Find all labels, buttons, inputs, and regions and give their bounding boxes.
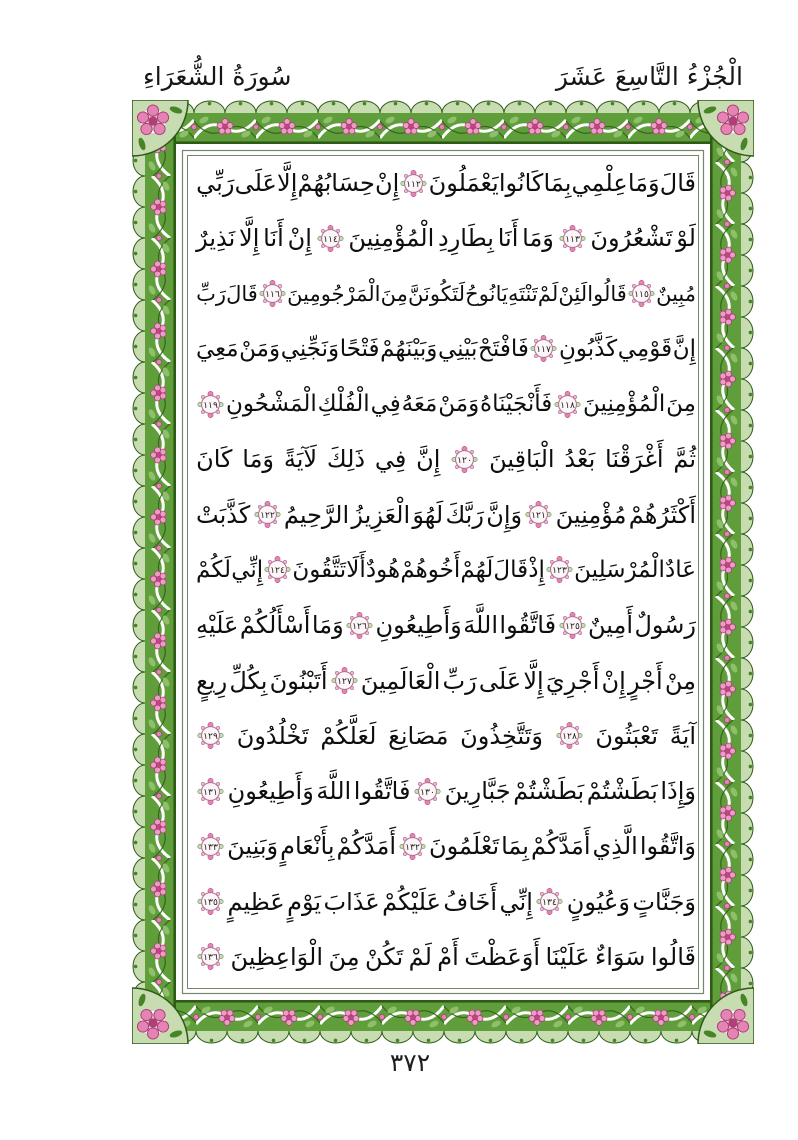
ayah-word: أَنَا bbox=[263, 224, 284, 253]
ayah-word: تَعْلَمُونَ bbox=[429, 832, 500, 861]
ayah-word: تَتَّقُونَ bbox=[292, 556, 347, 583]
ayah-word: الرَّحِيمُ bbox=[283, 500, 350, 529]
ayah-word: بِأَنْعَامٍ bbox=[280, 832, 335, 861]
ayah-word: كَانَ bbox=[196, 445, 233, 474]
ayah-word: أَسْأَلُكُمْ bbox=[239, 611, 311, 640]
verse-number: ١٣٦ bbox=[203, 953, 218, 964]
ayah-word: أَتَبْنُونَ bbox=[269, 666, 328, 695]
verse-medallion bbox=[451, 446, 478, 473]
ayah-word: فَاتَّقُوا bbox=[353, 777, 411, 806]
ayah-word: مَعِيَ bbox=[196, 335, 239, 362]
ayah-word: حِسَابُهُمْ bbox=[297, 169, 375, 197]
ayah-word: مِنَ bbox=[380, 281, 408, 306]
ayah-word: أَمِينٌ bbox=[587, 611, 634, 640]
ayah-word: الْبَاقِينَ bbox=[489, 445, 555, 474]
ayah-word: عَلَيْهِ bbox=[196, 611, 239, 640]
ayah-word: عَلَى bbox=[234, 169, 277, 197]
verse-medallion bbox=[331, 667, 358, 694]
ayah-word: فَافْتَحْ bbox=[478, 335, 529, 362]
ayah-word: وَمَا bbox=[522, 224, 554, 253]
ayah-word: مَعَهُ bbox=[401, 391, 438, 418]
ayah-word: لَهُوَ bbox=[412, 500, 444, 529]
ayah-word: بَعْدُ bbox=[564, 445, 596, 474]
ayah-word: الْمُرْسَلِينَ bbox=[574, 556, 665, 583]
ayah-word: وَمَنْ bbox=[438, 391, 480, 418]
ayah-word: فِي bbox=[370, 391, 401, 418]
quran-line-6 bbox=[196, 432, 696, 486]
ayah-word: أَمَدَّكُمْ bbox=[336, 832, 397, 861]
verse-number: ١٢٢ bbox=[259, 511, 275, 522]
verse-medallion bbox=[317, 225, 344, 252]
quran-line-8 bbox=[196, 543, 696, 597]
verse-medallion bbox=[554, 391, 581, 418]
quran-line-10 bbox=[196, 654, 696, 708]
verse-number: ١٢٨ bbox=[561, 732, 577, 743]
ayah-word: وَمَنْ bbox=[239, 335, 281, 362]
verse-number: ١٣١ bbox=[203, 787, 218, 798]
ayah-word: عَذَابَ bbox=[323, 887, 380, 916]
verse-medallion bbox=[259, 280, 286, 307]
verse-medallion bbox=[197, 778, 224, 805]
ayah-word: كَذَّبُونِ bbox=[558, 335, 618, 362]
ayah-word: الْوَاعِظِينَ bbox=[230, 942, 324, 971]
ayah-word: كَانُوا bbox=[498, 169, 544, 197]
ayah-word: بَيْنِي bbox=[438, 335, 478, 362]
ayah-word: تَخْلُدُونَ bbox=[236, 721, 309, 750]
verse-number: ١٣٤ bbox=[542, 898, 558, 909]
ayah-word: رَبِّ bbox=[442, 666, 477, 695]
ayah-word: وَأَطِيعُونِ bbox=[375, 611, 462, 640]
ayah-word: أَجْرٍ bbox=[627, 666, 663, 695]
ayah-word: مُبِينٌ bbox=[656, 281, 696, 306]
verse-medallion bbox=[536, 888, 563, 915]
ayah-word: نُوحُ bbox=[465, 281, 496, 306]
ayah-word: الْعَالَمِينَ bbox=[360, 666, 441, 695]
ayah-word: الَّذِي bbox=[592, 832, 638, 861]
ayah-word: سَوَاءٌ bbox=[594, 942, 646, 971]
verse-number: ١٢٧ bbox=[336, 676, 352, 687]
ayah-word: فَتْحًا bbox=[339, 335, 380, 362]
ayah-word: لَكُمْ bbox=[196, 556, 232, 583]
ayah-word: الْفُلْكِ bbox=[317, 391, 370, 418]
verse-medallion bbox=[525, 501, 552, 528]
ayah-word: إِنْ bbox=[601, 666, 626, 695]
verse-number: ١١٥ bbox=[634, 289, 649, 300]
ayah-word: الْعَزِيزُ bbox=[351, 500, 411, 529]
verse-number: ١٢٥ bbox=[564, 621, 580, 632]
quran-line-12 bbox=[196, 764, 696, 818]
ayah-word: يَوْمٍ bbox=[287, 887, 322, 916]
verse-number: ١٢٠ bbox=[457, 455, 473, 466]
ayah-word: رَبِّي bbox=[196, 169, 235, 197]
ayah-word: إِلَّا bbox=[523, 666, 544, 695]
ayah-word: ثُمَّ bbox=[673, 445, 696, 474]
ayah-word: وَنَجِّنِي bbox=[280, 335, 340, 362]
ayah-word: وَمَا bbox=[627, 169, 660, 197]
verse-number: ١١٢ bbox=[406, 179, 422, 190]
verse-medallion bbox=[559, 225, 586, 252]
ayah-word: إِلَّا bbox=[277, 169, 298, 197]
ayah-word: إِذْ bbox=[528, 556, 545, 583]
verse-medallion bbox=[400, 170, 427, 197]
ayah-word: كَذَّبَتْ bbox=[196, 500, 251, 529]
ayah-word: الْمُؤْمِنِينَ bbox=[583, 391, 666, 418]
verse-medallion bbox=[197, 722, 224, 749]
ayah-word: وَبَنِينَ bbox=[227, 832, 279, 861]
verse-medallion bbox=[530, 335, 557, 362]
page-number: ٣٧٢ bbox=[389, 1048, 431, 1077]
ayah-word: بِمَا bbox=[543, 169, 572, 197]
ayah-word: لَئِنْ bbox=[558, 281, 588, 306]
ayah-word: تَعْبَثُونَ bbox=[595, 721, 659, 750]
verse-medallion bbox=[197, 391, 224, 418]
quran-line-14 bbox=[196, 875, 696, 929]
verse-number: ١١٣ bbox=[564, 234, 580, 245]
verse-medallion bbox=[346, 612, 373, 639]
ayah-word: بِطَارِدِ bbox=[438, 224, 494, 253]
quran-line-7 bbox=[196, 488, 696, 542]
ayah-word: نَذِيرٌ bbox=[196, 224, 236, 253]
ayah-word: أَكْثَرُهُمْ bbox=[628, 500, 696, 529]
ayah-word: عَلَى bbox=[478, 666, 522, 695]
quran-line-9 bbox=[196, 598, 696, 652]
verse-number: ١٢٦ bbox=[352, 621, 367, 632]
ayah-word: إِنِّي bbox=[499, 887, 533, 916]
ayah-word: أَمْ bbox=[437, 942, 459, 971]
ayah-word: لَهُمْ bbox=[460, 556, 494, 583]
verse-medallion bbox=[264, 556, 291, 583]
verse-number: ١١٤ bbox=[322, 234, 338, 245]
verse-number: ١١٨ bbox=[560, 400, 575, 411]
ayah-word: إِنَّ bbox=[672, 335, 696, 362]
ayah-word: رَبَّكَ bbox=[445, 500, 484, 529]
ayah-word: إِنْ bbox=[287, 224, 312, 253]
verse-number: ١٣٥ bbox=[203, 898, 218, 909]
ayah-word: فِي bbox=[374, 445, 407, 474]
verse-number: ١٢٣ bbox=[552, 566, 567, 577]
ayah-word: إِلَّا bbox=[239, 224, 260, 253]
ayah-word: مُؤْمِنِينَ bbox=[555, 500, 627, 529]
ayah-word: لَمْ bbox=[408, 942, 432, 971]
ayah-word: وَجَنَّاتٍ bbox=[632, 887, 696, 916]
ayah-word: لَتَكُونَنَّ bbox=[408, 281, 466, 306]
ayah-word: أَمَدَّكُمْ bbox=[530, 832, 591, 861]
ayah-word: وَبَيْنَهُمْ bbox=[380, 335, 438, 362]
ayah-word: رَبِّ bbox=[196, 281, 226, 306]
ayah-word: الْمُؤْمِنِينَ bbox=[348, 224, 435, 253]
ayah-word: لَعَلَّكُمْ bbox=[320, 721, 377, 750]
ayah-word: قَالُوا bbox=[587, 281, 627, 306]
juz-title: الْجُزْءُ التَّاسِعَ عَشَرَ bbox=[555, 61, 743, 91]
ayah-word: أَخَافُ bbox=[443, 887, 498, 916]
verse-number: ١٣٢ bbox=[405, 842, 420, 853]
ayah-word: وَتَتَّخِذُونَ bbox=[460, 721, 543, 750]
ayah-word: عَلَيْكُمْ bbox=[382, 887, 441, 916]
ayah-word: قَالَ bbox=[659, 169, 696, 197]
ayah-word: قَوْمِي bbox=[617, 335, 673, 362]
ayah-word: وَإِنَّ bbox=[486, 500, 523, 529]
ayah-word: هُودٌ bbox=[365, 556, 401, 583]
quran-line-4 bbox=[196, 322, 696, 376]
verse-medallion bbox=[628, 280, 655, 307]
ayah-word: بِكُلِّ bbox=[229, 666, 268, 695]
ayah-word: تَكُنْ bbox=[364, 942, 404, 971]
verse-number: ١١٩ bbox=[203, 400, 218, 411]
ayah-word: ذَلِكَ bbox=[326, 445, 366, 474]
ayah-word: تَنْتَهِ bbox=[507, 281, 538, 306]
ayah-word: إِنِّي bbox=[231, 556, 264, 583]
ayah-word: قَالُوا bbox=[650, 942, 696, 971]
ayah-word: قَالَ bbox=[493, 556, 529, 583]
verse-number: ١٢٤ bbox=[270, 566, 286, 577]
ayah-word: وَاتَّقُوا bbox=[639, 832, 696, 861]
ayah-word: وَمَا bbox=[242, 445, 275, 474]
ayah-word: اللَّهَ bbox=[463, 611, 498, 640]
verse-medallion bbox=[559, 612, 586, 639]
ayah-word: بَطَشْتُمْ bbox=[513, 777, 585, 806]
ayah-word: مِنَ bbox=[666, 391, 696, 418]
quran-line-5 bbox=[196, 377, 696, 431]
verse-number: ١٣٣ bbox=[203, 842, 218, 853]
ayah-word: وَمَا bbox=[311, 611, 344, 640]
verse-number: ١١٦ bbox=[265, 289, 280, 300]
surah-title: سُورَةُ الشُّعَرَاءِ bbox=[143, 61, 292, 91]
ayah-word: لَمْ bbox=[537, 281, 559, 306]
ayah-word: يَعْمَلُونَ bbox=[428, 169, 499, 197]
quran-line-1 bbox=[196, 156, 696, 210]
ayah-word: أَوَعَظْتَ bbox=[464, 942, 541, 971]
ayah-word: قَالَ bbox=[226, 281, 258, 306]
quran-line-13 bbox=[196, 819, 696, 873]
ayah-word: اللَّهَ bbox=[316, 777, 352, 806]
verse-number: ١١٧ bbox=[536, 345, 552, 356]
ayah-word: رِيعٍ bbox=[196, 666, 228, 695]
verse-number: ١٢١ bbox=[531, 511, 547, 522]
ayah-word: وَعُيُونٍ bbox=[566, 887, 630, 916]
quran-text-area bbox=[196, 156, 696, 984]
ayah-word: تَشْعُرُونَ bbox=[590, 224, 673, 253]
verse-medallion bbox=[197, 833, 224, 860]
quran-line-15 bbox=[196, 930, 696, 984]
quran-line-2 bbox=[196, 211, 696, 265]
ayah-word: مِنْ bbox=[664, 666, 696, 695]
ayah-word: لَآيَةً bbox=[283, 445, 318, 474]
verse-medallion bbox=[556, 722, 583, 749]
ayah-word: فَاتَّقُوا bbox=[499, 611, 557, 640]
quran-line-3 bbox=[196, 267, 696, 321]
ayah-word: أَخُوهُمْ bbox=[400, 556, 461, 583]
ayah-word: آيَةً bbox=[669, 721, 696, 750]
ayah-word: الْمَرْجُومِينَ bbox=[287, 281, 381, 306]
ayah-word: مِنَ bbox=[328, 942, 360, 971]
ayah-word: بَطَشْتُمْ bbox=[586, 777, 658, 806]
ayah-word: يَا bbox=[495, 281, 508, 306]
ayah-word: وَإِذَا bbox=[660, 777, 696, 806]
verse-medallion bbox=[197, 943, 224, 970]
ayah-word: عِلْمِي bbox=[571, 169, 628, 197]
ayah-word: أَلَا bbox=[346, 556, 366, 583]
ayah-word: إِنَّ bbox=[416, 445, 441, 474]
quran-line-11 bbox=[196, 709, 696, 763]
ayah-word: أَجْرِيَ bbox=[545, 666, 600, 695]
ayah-word: بِمَا bbox=[501, 832, 529, 861]
ayah-word: عَلَيْنَا bbox=[545, 942, 590, 971]
verse-number: ١٢٩ bbox=[203, 732, 218, 743]
ayah-word: أَنَا bbox=[497, 224, 519, 253]
ayah-word: رَسُولٌ bbox=[634, 611, 696, 640]
ayah-word: مَصَانِعَ bbox=[388, 721, 449, 750]
ayah-word: الْمَشْحُونِ bbox=[225, 391, 317, 418]
verse-medallion bbox=[546, 556, 573, 583]
ayah-word: أَغْرَقْنَا bbox=[605, 445, 664, 474]
ayah-word: عَادٌ bbox=[665, 556, 696, 583]
ayah-word: وَأَطِيعُونِ bbox=[227, 777, 314, 806]
verse-number: ١٣٠ bbox=[420, 787, 435, 798]
verse-medallion bbox=[414, 778, 441, 805]
ayah-word: فَأَنْجَيْنَاهُ bbox=[480, 391, 553, 418]
ayah-word: إِنْ bbox=[374, 169, 400, 197]
verse-medallion bbox=[254, 501, 281, 528]
verse-medallion bbox=[399, 833, 426, 860]
ayah-word: لَوْ bbox=[676, 224, 696, 253]
verse-medallion bbox=[197, 888, 224, 915]
ayah-word: جَبَّارِينَ bbox=[444, 777, 511, 806]
ayah-word: عَظِيمٍ bbox=[227, 887, 285, 916]
